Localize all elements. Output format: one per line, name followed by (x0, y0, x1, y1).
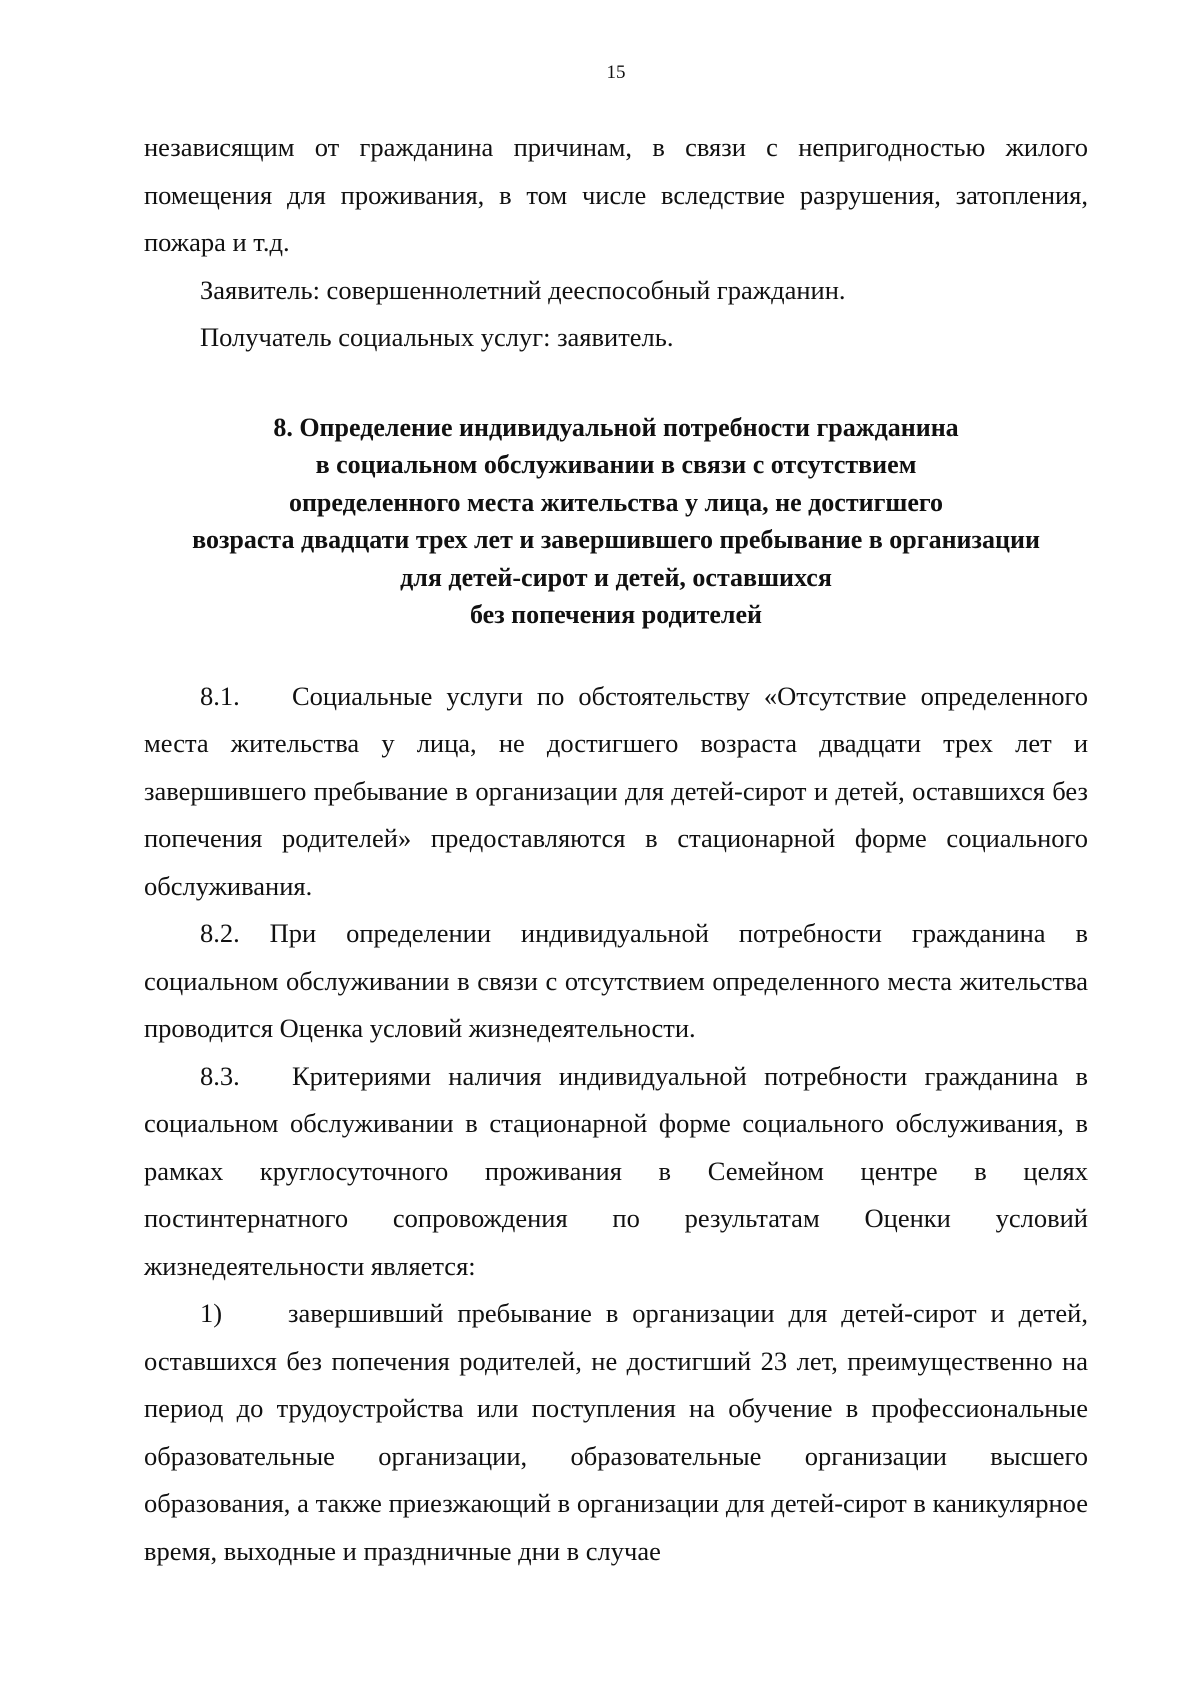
section-heading (144, 409, 1088, 634)
clause-number: 8.1. (200, 680, 240, 711)
document-body (144, 124, 1088, 1575)
clause-number: 8.3. (200, 1060, 240, 1091)
recipient-paragraph: Получатель социальных услуг: заявитель. (200, 322, 674, 352)
clause-8-3 (144, 1053, 1088, 1291)
clause-8-1 (144, 673, 1088, 911)
clause-text: Социальные услуги по обстоятельству «Отсутствие определенного места жительства у лица, не достигшего возраста двадцати трех лет и завершившего пребывание в организации для детей-сирот и детей, оставшихся без попечения родителей» предоставляются в стационарной форме социального обслуживания. (144, 680, 1088, 901)
clause-8-2: 8.2. При определении индивидуальной потребности гражданина в социальном обслуживании в связи с отсутствием определенного места жительства проводится Оценка условий жизнедеятельности. (144, 918, 1088, 1043)
section-heading-line: определенного места жительства у лица, не достигшего (288, 487, 944, 517)
clause-text: Критериями наличия индивидуальной потребности гражданина в социальном обслуживании в стационарной форме социального обслуживания, в рамках круглосуточного проживания в Семейном центре в целях постинтернатного сопровождения по результатам Оценки условий жизнедеятельности является: (144, 1060, 1088, 1281)
applicant-paragraph: Заявитель: совершеннолетний дееспособный гражданин. (200, 274, 846, 305)
list-item-1 (144, 1290, 1088, 1575)
list-item-number: 1) (200, 1298, 223, 1328)
section-heading-line: 8. Определение индивидуальной потребности гражданина (273, 412, 959, 442)
section-heading-line: для детей-сирот и детей, оставшихся (400, 562, 832, 592)
list-item-text: завершивший пребывание в организации для детей-сирот и детей, оставшихся без попечения родителей, не достигший 23 лет, преимущественно на период до трудоустройства или поступления на обучение в профессиональные образовательные организации, образовательные организации высшего образования, а также приезжающий в организации для детей-сирот в каникулярное время, выходные и праздничные дни в случае (144, 1298, 1088, 1566)
page-number: 15 (606, 62, 626, 83)
continuation-paragraph: независящим от гражданина причинам, в связи с непригодностью жилого помещения для проживания, в том числе вследствие разрушения, затопления, пожара и т.д. (144, 132, 1088, 257)
section-heading-line: без попечения родителей (470, 600, 762, 629)
section-heading-line: возраста двадцати трех лет и завершившего пребывание в организации (192, 525, 1040, 554)
section-heading-line: в социальном обслуживании в связи с отсутствием (315, 450, 917, 479)
